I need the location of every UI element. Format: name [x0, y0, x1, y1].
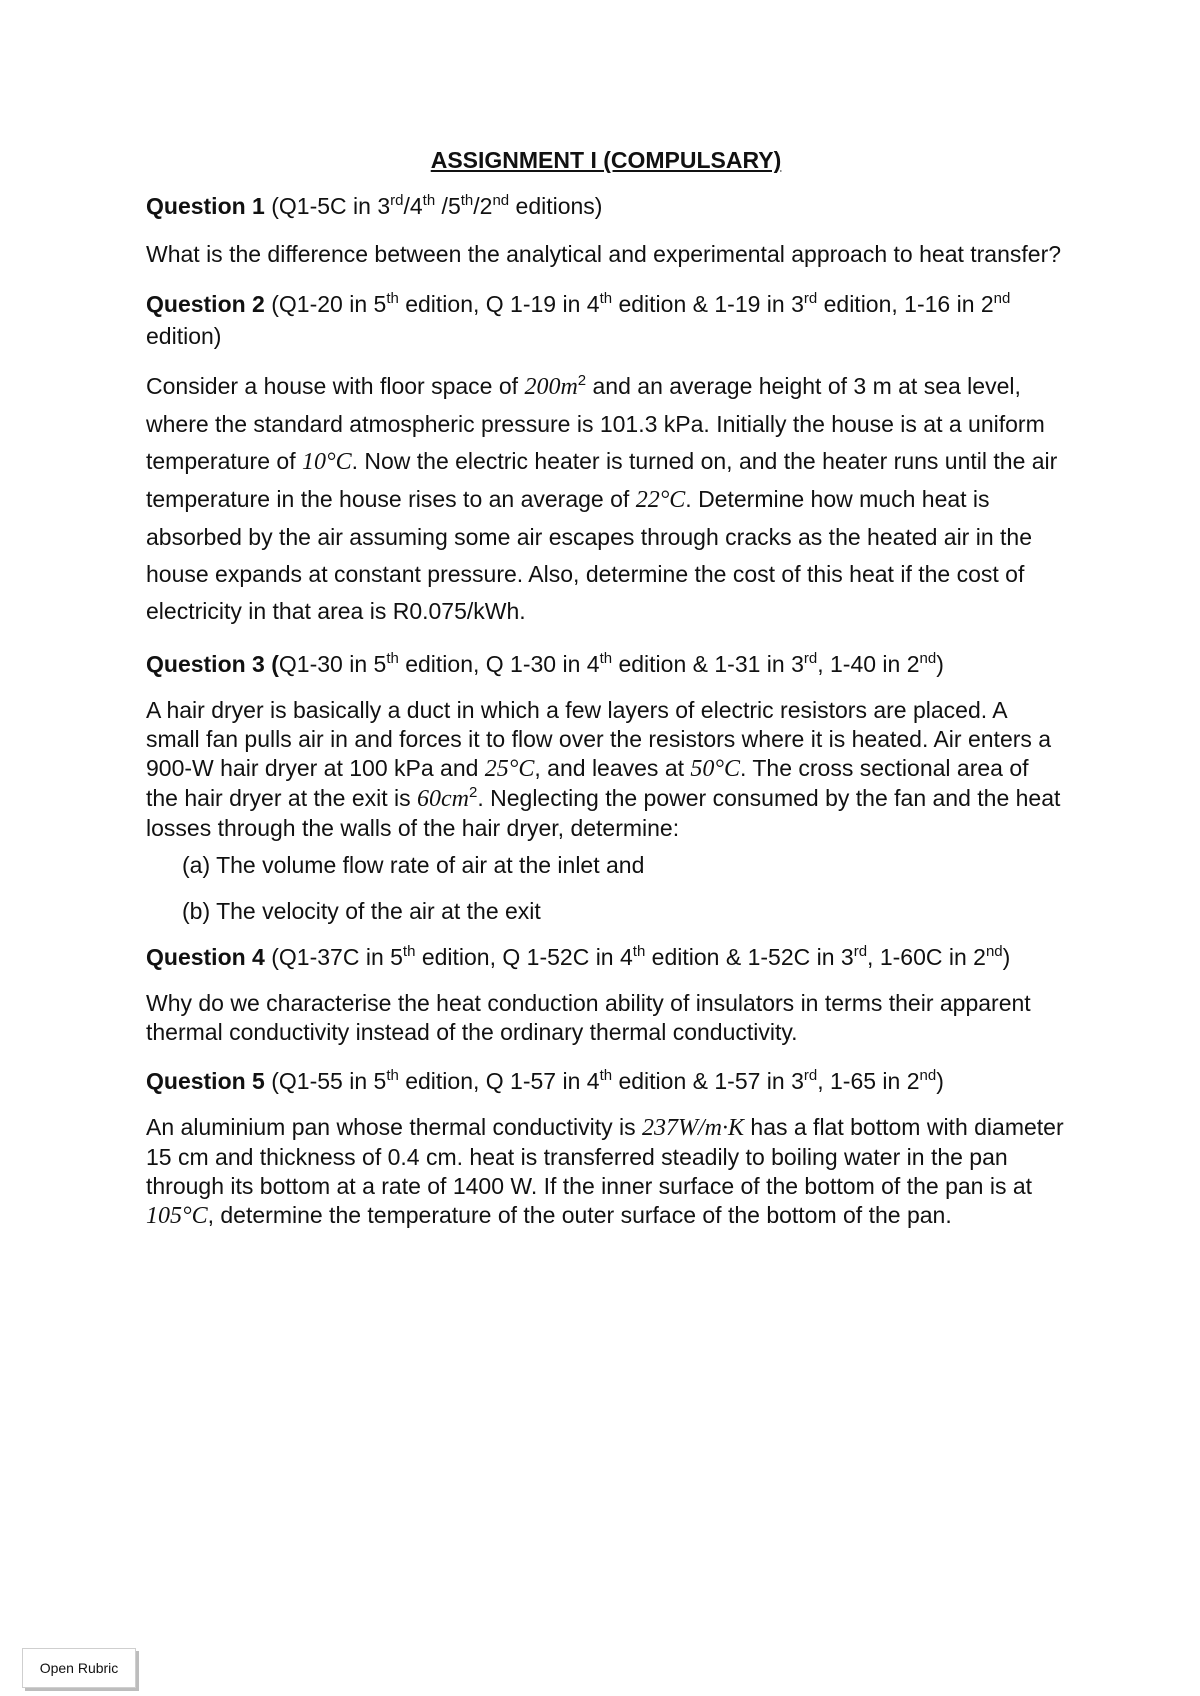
q2-body-text: Consider a house with floor space of	[146, 373, 525, 399]
q4-ref-text: edition, Q 1-52C in 4	[415, 944, 633, 970]
assignment-content	[146, 144, 1066, 1249]
q5-ref-text: (Q1-55 in 5	[271, 1068, 387, 1094]
question-4-body: Why do we characterise the heat conduction ability of insulators in terms their apparent thermal conductivity instead of the ordinary thermal conductivity.	[146, 990, 1031, 1045]
q4-ref-sup: th	[402, 943, 416, 960]
q2-ref-text: edition, Q 1-19 in 4	[398, 291, 600, 317]
q2-body-text: . Determine how much heat is absorbed by the air assuming some air escapes through cracks as the heated air in the house expands at constant pressure. Also, determine the cost of this heat if the cost of electricity in that area is R0.075/kWh.	[146, 486, 1032, 624]
q2-ref-sup: th	[599, 290, 613, 307]
q2-body-text: and an average height of 3 m at sea level, where the standard atmospheric pressure is 101.3 kPa. Initially the house is at a uniform temperature of	[146, 373, 1045, 474]
question-3-label: Question 3 (	[146, 651, 279, 677]
q3-ref-text: Q1-30 in 5	[278, 651, 387, 677]
question-3-body	[146, 696, 1066, 843]
q2-area-exponent: 2	[577, 372, 587, 389]
q4-ref-sup: rd	[853, 943, 868, 960]
q3-ref-text: , 1-40 in 2	[817, 651, 920, 677]
open-rubric-button[interactable]: Open Rubric	[22, 1648, 136, 1688]
q3-ref-text: )	[936, 651, 944, 677]
q3-ref-sup: rd	[803, 650, 818, 667]
question-5-heading	[146, 1065, 1066, 1097]
q5-conductivity-math: 237W/m·K	[642, 1115, 745, 1141]
q4-ref-text: )	[1002, 944, 1011, 970]
q5-body-text: has a flat bottom with diameter 15 cm and thickness of 0.4 cm. heat is transferred steadily to boiling water in the pan through its bottom at a rate of 1400 W. If the inner surface of the bottom of the pan is at	[146, 1114, 1064, 1199]
q5-temp-math: 105°C	[146, 1203, 208, 1229]
q3-item-b: (b) The velocity of the air at the exit	[182, 898, 541, 924]
q1-ref-text: editions)	[509, 193, 603, 219]
q5-ref-sup: th	[386, 1067, 399, 1084]
question-3-items	[182, 849, 1066, 927]
q4-ref-sup: th	[632, 943, 646, 960]
q1-ref-sup: rd	[390, 192, 404, 209]
q3-body-text: , and leaves at	[534, 755, 691, 781]
q2-initial-temp-math: 10°C	[301, 449, 352, 475]
question-3-heading	[146, 648, 1066, 680]
q2-ref-text: edition, 1-16 in 2	[817, 291, 994, 317]
q3-area-math: 60cm	[417, 786, 469, 812]
q1-ref-text: /5	[435, 193, 461, 219]
q3-item-a: (a) The volume flow rate of air at the inlet and	[182, 852, 645, 878]
q3-ref-sup: nd	[919, 650, 937, 667]
q2-ref-text: edition & 1-19 in 3	[612, 291, 804, 317]
q5-ref-text: , 1-65 in 2	[817, 1068, 920, 1094]
question-4-label: Question 4	[146, 944, 265, 970]
question-5-label: Question 5	[146, 1068, 265, 1094]
q1-ref-text: /4	[403, 193, 423, 219]
q3-body-text: . The cross sectional area of the hair dryer at the exit is	[146, 755, 1029, 811]
question-5-body	[146, 1113, 1066, 1231]
q3-ref-sup: th	[599, 650, 613, 667]
q2-ref-sup: nd	[993, 290, 1011, 307]
question-4-heading	[146, 941, 1066, 973]
q2-ref-sup: th	[386, 290, 399, 307]
q5-ref-sup: th	[599, 1067, 613, 1084]
q4-ref-text: (Q1-37C in 5	[271, 944, 403, 970]
q2-final-temp-math: 22°C	[635, 487, 686, 513]
q1-ref-text: /2	[473, 193, 493, 219]
q2-area-math: 200m	[524, 374, 578, 400]
q5-ref-text: )	[936, 1068, 944, 1094]
q3-ref-text: edition, Q 1-30 in 4	[398, 651, 600, 677]
q4-ref-sup: nd	[985, 943, 1003, 960]
question-1-body: What is the difference between the analytical and experimental approach to heat transfer?	[146, 241, 1062, 267]
question-2-heading	[146, 288, 1066, 352]
q1-ref-sup: nd	[492, 192, 510, 209]
question-2-body	[146, 368, 1066, 630]
q2-body-text: . Now the electric heater is turned on, and the heater runs until the air temperature in the house rises to an average of	[146, 448, 1058, 512]
q1-ref-sup: th	[422, 192, 436, 209]
q5-ref-sup: rd	[803, 1067, 818, 1084]
q3-ref-text: edition & 1-31 in 3	[612, 651, 804, 677]
question-2-label: Question 2	[146, 291, 265, 317]
q3-body-text: A hair dryer is basically a duct in which a few layers of electric resistors are placed. A small fan pulls air in and forces it to flow over the resistors where it is heated. Air enters a 900-W hair dryer at 100 kPa and	[146, 697, 1052, 781]
q5-ref-sup: nd	[919, 1067, 937, 1084]
question-1-heading	[146, 190, 1066, 222]
q2-ref-sup: rd	[803, 290, 818, 307]
q3-body-text: . Neglecting the power consumed by the fan and the heat losses through the walls of the hair dryer, determine:	[146, 785, 1061, 841]
q3-area-exponent: 2	[469, 784, 478, 801]
q5-ref-text: edition & 1-57 in 3	[612, 1068, 804, 1094]
q4-ref-text: edition & 1-52C in 3	[645, 944, 854, 970]
q1-ref-sup: th	[460, 192, 474, 209]
q3-inlet-temp-math: 25°C	[484, 756, 535, 782]
q3-exit-temp-math: 50°C	[690, 756, 741, 782]
q5-body-text: An aluminium pan whose thermal conductivity is	[146, 1114, 643, 1140]
q2-ref-text: edition)	[146, 323, 222, 349]
q4-ref-text: , 1-60C in 2	[867, 944, 986, 970]
question-1-label: Question 1	[146, 193, 265, 219]
q5-body-text: , determine the temperature of the outer surface of the bottom of the pan.	[207, 1202, 952, 1228]
q3-ref-sup: th	[386, 650, 399, 667]
q2-ref-text: (Q1-20 in 5	[271, 291, 387, 317]
q1-ref-text: (Q1-5C in 3	[271, 193, 391, 219]
page-title: ASSIGNMENT I (COMPULSARY)	[430, 147, 782, 173]
q5-ref-text: edition, Q 1-57 in 4	[398, 1068, 600, 1094]
